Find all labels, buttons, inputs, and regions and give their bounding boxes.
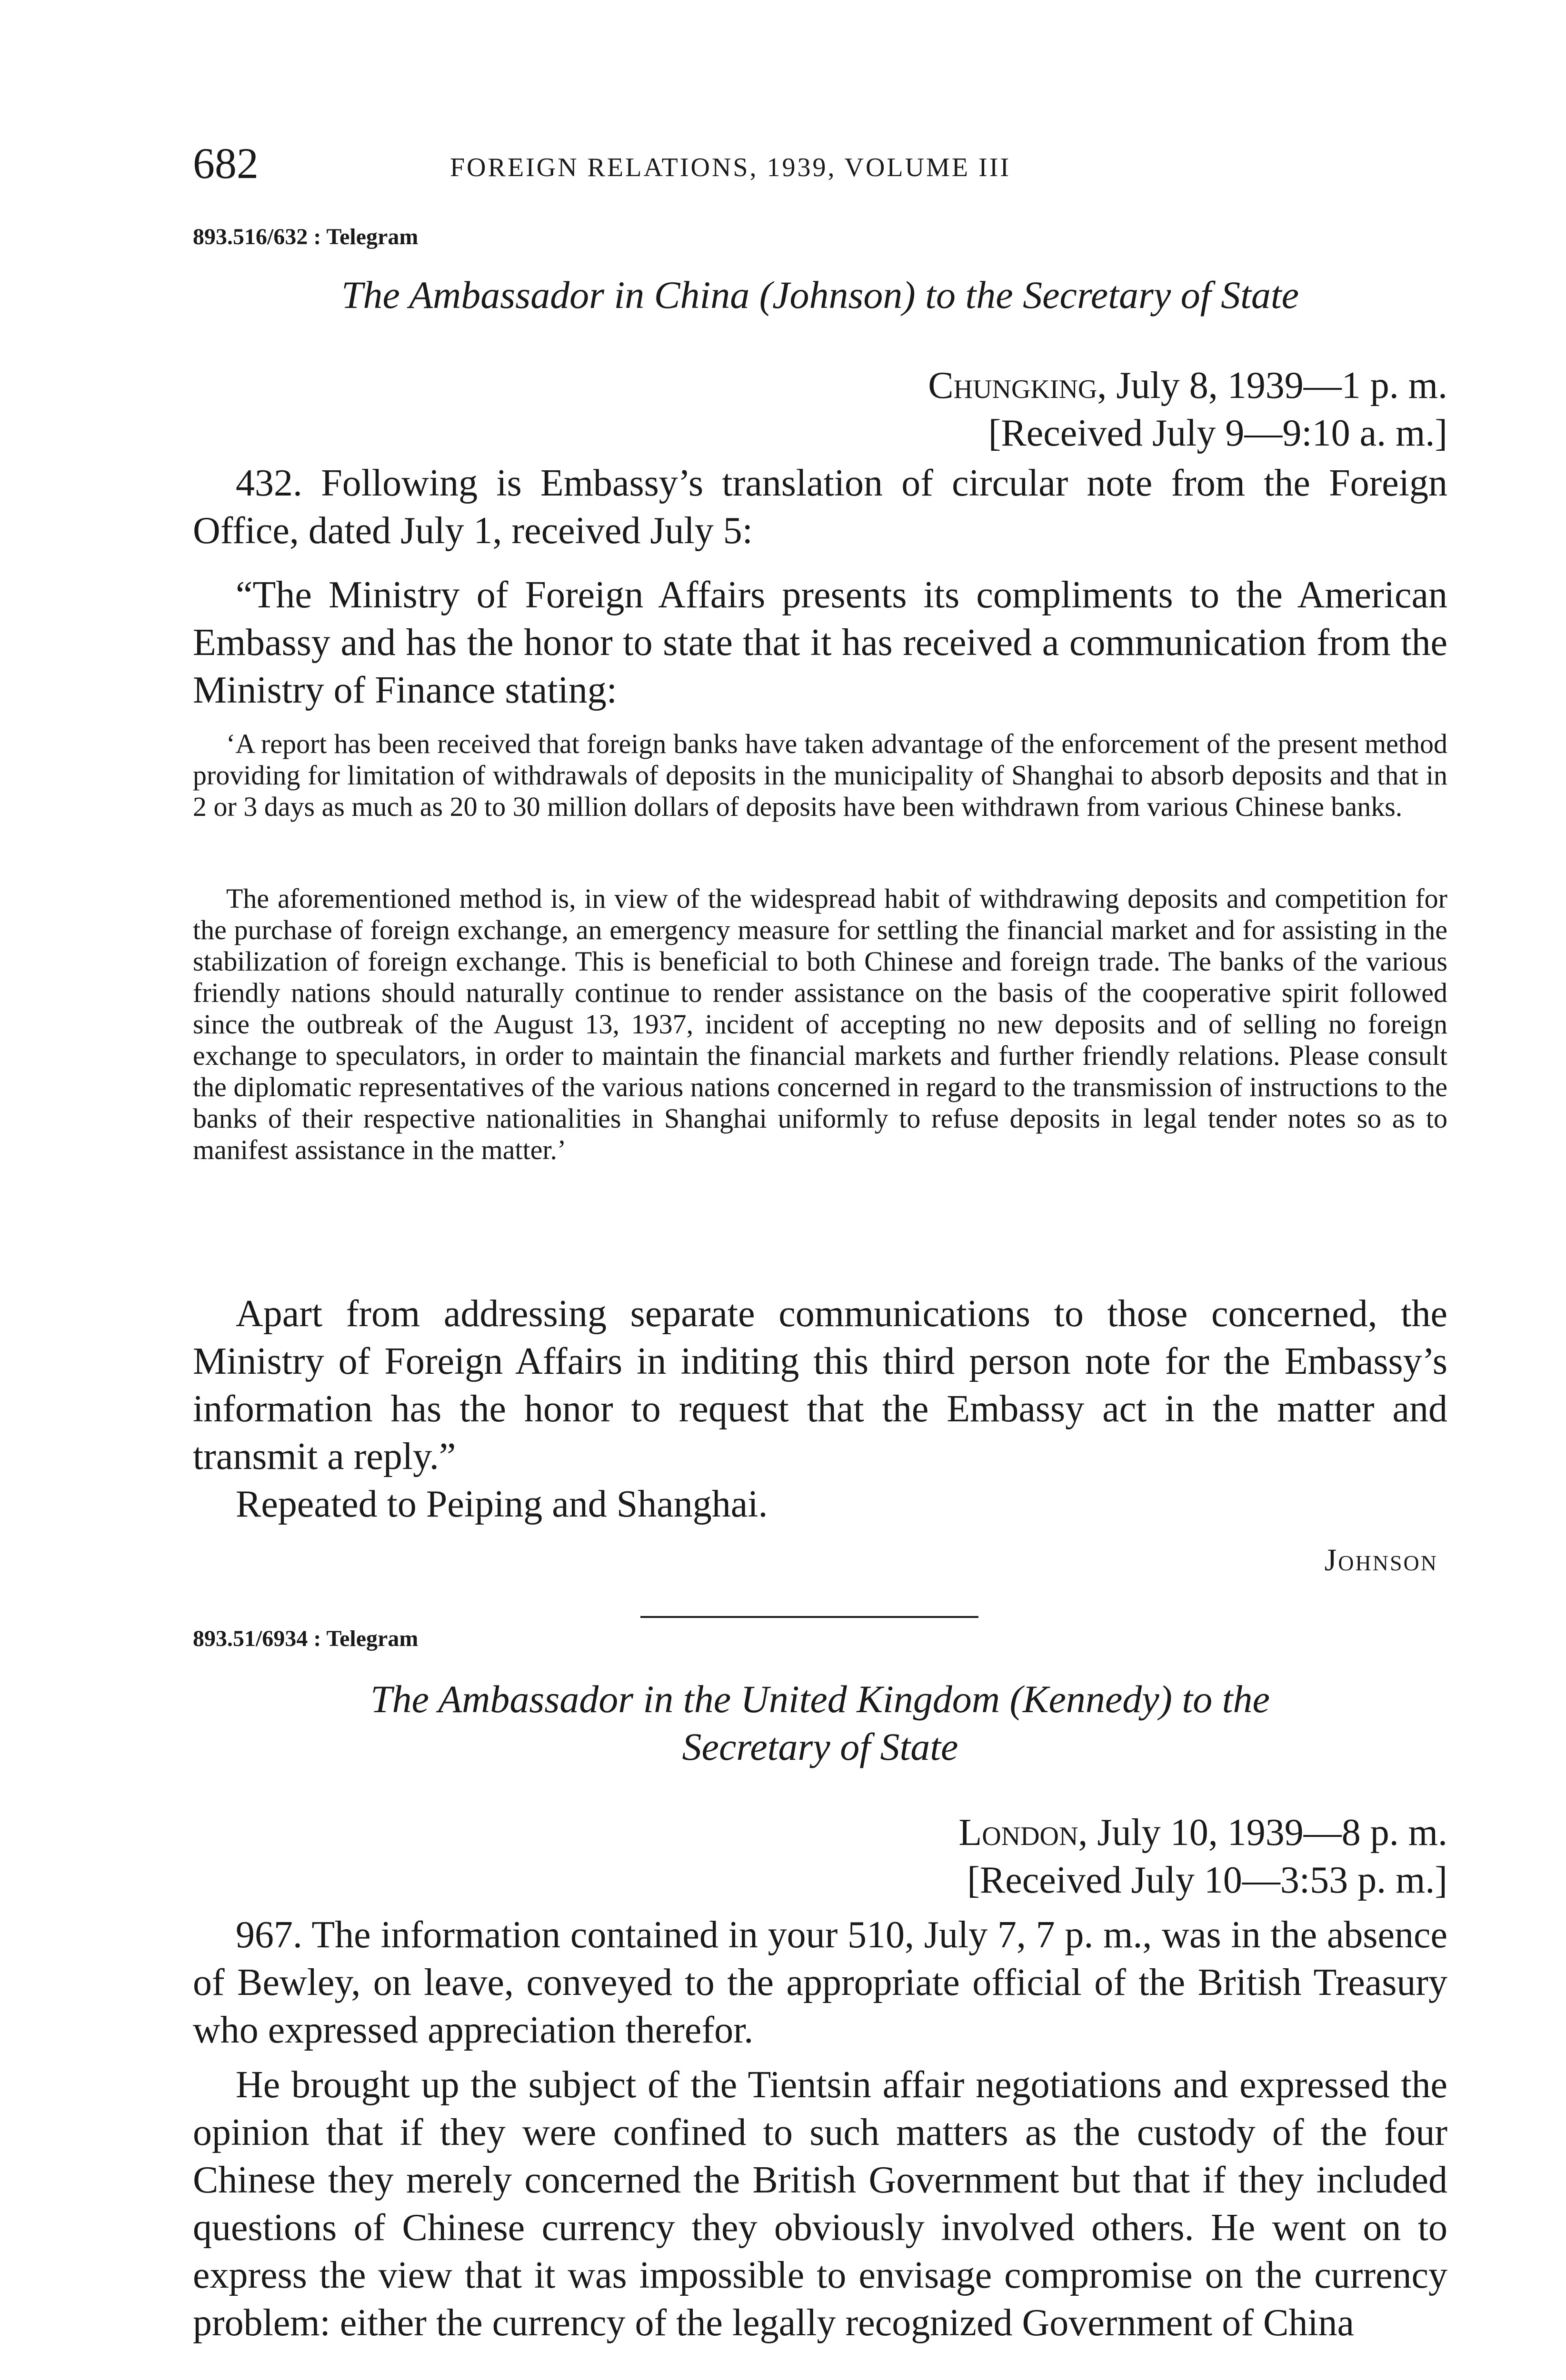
dateline-place: London (958, 1812, 1078, 1854)
signature: Johnson (1324, 1543, 1438, 1577)
section-divider (640, 1616, 978, 1618)
dateline-date: , July 10, 1939—8 p. m. (1078, 1812, 1447, 1854)
dateline (958, 1809, 1447, 1856)
telegram-paragraph: “The Ministry of Foreign Affairs presents its compliments to the American Embassy and has the honor to state that it has received a communication from the Ministry of Finance stating: (193, 574, 1447, 711)
quoted-paragraph: The aforementioned method is, in view of the widespread habit of withdrawing deposits and competition for the purchase of foreign exchange, an emergency measure for settling the financial market and for assisting in the stabilization of foreign exchange. This is beneficial to both Chinese and foreign trade. The banks of the various friendly nations should naturally continue to render assistance on the basis of the cooperative spirit followed since the outbreak of the August 13, 1937, incident of accepting no new deposits and of selling no foreign exchange to speculators, in order to maintain the financial markets and further friendly relations. Please consult the diplomatic representatives of the various nations concerned in regard to the transmission of instructions to the banks of their respective nationalities in Shanghai uniformly to refuse deposits in legal tender notes so as to manifest assistance in the matter.’ (193, 883, 1447, 1165)
telegram-paragraph: Apart from addressing separate communications to those concerned, the Ministry of Foreign Affairs in inditing this third person note for the Embassy’s information has the honor to request that the Embassy act in the matter and transmit a reply.” (193, 1293, 1447, 1478)
received-line: [Received July 9—9:10 a. m.] (988, 412, 1447, 454)
telegram-paragraph: 967. The information contained in your 510, July 7, 7 p. m., was in the absence of Bewley, on leave, conveyed to the appropriate official of the British Treasury who expressed appreciation therefor. (193, 1914, 1447, 2051)
file-reference: 893.516/632 : Telegram (193, 224, 419, 249)
received-line: [Received July 10—3:53 p. m.] (967, 1859, 1447, 1901)
telegram-paragraph: He brought up the subject of the Tientsin affair negotiations and expressed the opinion that if they were confined to such matters as the custody of the four Chinese they merely concerned the British Government but that if they included questions of Chinese currency they obviously involved others. He went on to express the view that it was impossible to envisage compromise on the currency problem: either the currency of the legally recognized Government of China (193, 2064, 1447, 2344)
document-title-line: Secretary of State (682, 1725, 958, 1768)
page-number: 682 (193, 139, 259, 188)
quoted-paragraph: ‘A report has been received that foreign banks have taken advantage of the enforcement of the present method providing for limitation of withdrawals of deposits in the municipality of Shanghai to absorb deposits and that in 2 or 3 days as much as 20 to 30 million dollars of deposits have been withdrawn from various Chinese banks. (193, 728, 1447, 822)
telegram-paragraph: 432. Following is Embassy’s translation of circular note from the Foreign Office, dated July 1, received July 5: (193, 462, 1447, 552)
document-title: The Ambassador in China (Johnson) to the Secretary of State (341, 273, 1299, 317)
telegram-paragraph: Repeated to Peiping and Shanghai. (236, 1483, 768, 1525)
running-header (193, 138, 1447, 190)
dateline-place: Chungking (928, 365, 1097, 407)
document-title-line: The Ambassador in the United Kingdom (Kennedy) to the (370, 1677, 1270, 1721)
running-title: FOREIGN RELATIONS, 1939, VOLUME III (450, 153, 1011, 182)
file-reference: 893.51/6934 : Telegram (193, 1626, 419, 1651)
dateline (928, 362, 1447, 409)
dateline-date: , July 8, 1939—1 p. m. (1097, 365, 1447, 407)
